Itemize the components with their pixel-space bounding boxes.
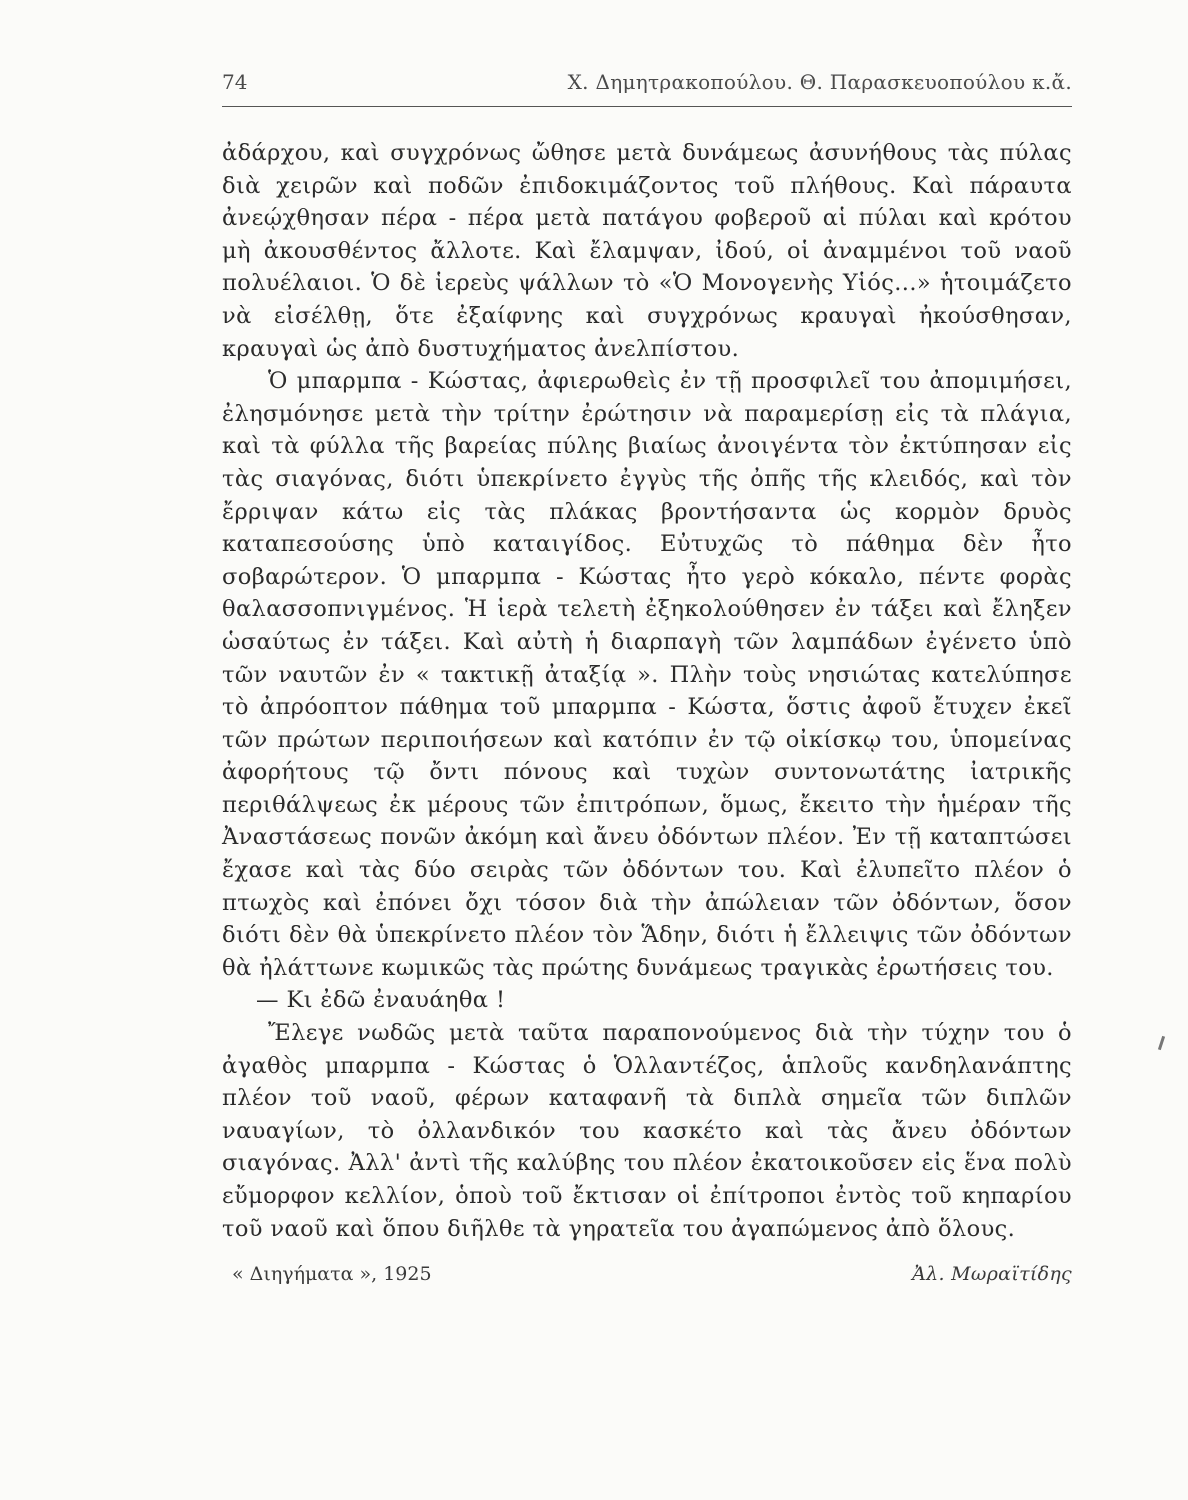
page-footer (222, 1263, 1072, 1285)
author-signature: Ἀλ. Μωραϊτίδης (912, 1263, 1072, 1286)
page-header (222, 70, 1072, 107)
source-citation: « Διηγήματα », 1925 (232, 1263, 432, 1286)
paragraph-continuation: ἀδάρχου, καὶ συγχρόνως ὤθησε μετὰ δυνάμεως ἀσυνήθους τὰς πύλας διὰ χειρῶν καὶ ποδῶν ἐπιδοκιμάζοντος τοῦ πλήθους. Καὶ πάραυτα ἀνεῴχθησαν πέρα - πέρα μετὰ πατάγου φοβεροῦ αἱ πύλαι καὶ κρότου μὴ ἀκουσθέντος ἄλλοτε. Καὶ ἔλαμψαν, ἰδού, οἱ ἀναμμένοι τοῦ ναοῦ πολυέλαιοι. Ὁ δὲ ἱερεὺς ψάλλων τὸ «Ὁ Μονογενὴς Υἱός...» ἡτοιμάζετο νὰ εἰσέλθῃ, ὅτε ἐξαίφνης καὶ συγχρόνως κραυγαὶ ἠκούσθησαν, κραυγαὶ ὡς ἀπὸ δυστυχήματος ἀνελπίστου. (222, 140, 1072, 362)
paragraph: Ἔλεγε νωδῶς μετὰ ταῦτα παραπονούμενος διὰ τὴν τύχην του ὁ ἀγαθὸς μπαρμπα - Κώστας ὁ Ὁλλαντέζος, ἁπλοῦς κανδηλανάπτης πλέον τοῦ ναοῦ, φέρων καταφανῆ τὰ διπλὰ σημεῖα τῶν διπλῶν ναυαγίων, τὸ ὀλλανδικόν του κασκέτο καὶ τὰς ἄνευ ὀδόντων σιαγόνας. Ἀλλ' ἀντὶ τῆς καλύβης του πλέον ἐκατοικοῦσεν εἰς ἕνα πολὺ εὔμορφον κελλίον, ὁποὺ τοῦ ἔκτισαν οἱ ἐπίτροποι ἐντὸς τοῦ κηπαρίου τοῦ ναοῦ καὶ ὅπου διῆλθε τὰ γηρατεῖα του ἀγαπώμενος ἀπὸ ὅλους. (222, 1020, 1072, 1242)
body-text (222, 137, 1072, 1245)
stray-ink-mark (1158, 1036, 1165, 1050)
book-page (222, 70, 1072, 1470)
page-number: 74 (222, 70, 248, 94)
paragraph: Ὁ μπαρμπα - Κώστας, ἀφιερωθεὶς ἐν τῇ προσφιλεῖ του ἀπομιμήσει, ἐλησμόνησε μετὰ τὴν τρίτην ἐρώτησιν νὰ παραμερίσῃ εἰς τὰ πλάγια, καὶ τὰ φύλλα τῆς βαρείας πύλης βιαίως ἀνοιγέντα τὸν ἐκτύπησαν εἰς τὰς σιαγόνας, διότι ὑπεκρίνετο ἐγγὺς τῆς ὀπῆς τῆς κλειδός, καὶ τὸν ἔρριψαν κάτω εἰς τὰς πλάκας βροντήσαντα ὡς κορμὸν δρυὸς καταπεσούσης ὑπὸ καταιγίδος. Εὐτυχῶς τὸ πάθημα δὲν ἦτο σοβαρώτερον. Ὁ μπαρμπα - Κώστας ἦτο γερὸ κόκαλο, πέντε φορὰς θαλασσοπνιγμένος. Ἡ ἱερὰ τελετὴ ἐξηκολούθησεν ἐν τάξει καὶ ἔληξεν ὡσαύτως ἐν τάξει. Καὶ αὐτὴ ἡ διαρπαγὴ τῶν λαμπάδων ἐγένετο ὑπὸ τῶν ναυτῶν ἐν « τακτικῇ ἀταξίᾳ ». Πλὴν τοὺς νησιώτας κατελύπησε τὸ ἀπρόοπτον πάθημα τοῦ μπαρμπα - Κώστα, ὅστις ἀφοῦ ἔτυχεν ἐκεῖ τῶν πρώτων περιποιήσεων καὶ κατόπιν ἐν τῷ οἰκίσκῳ του, ὑπομείνας ἀφορήτους τῷ ὄντι πόνους καὶ τυχὼν συντονωτάτης ἰατρικῆς περιθάλψεως ἐκ μέρους τῶν ἐπιτρόπων, ὅμως, ἔκειτο τὴν ἡμέραν τῆς Ἀναστάσεως πονῶν ἀκόμη καὶ ἄνευ ὀδόντων πλέον. Ἐν τῇ καταπτώσει ἔχασε καὶ τὰς δύο σειρὰς τῶν ὀδόντων του. Καὶ ἐλυπεῖτο πλέον ὁ πτωχὸς καὶ ἐπόνει ὄχι τόσον διὰ τὴν ἀπώλειαν τῶν ὀδόντων, ὅσον διότι δὲν θὰ ὑπεκρίνετο πλέον τὸν Ἅδην, διότι ἡ ἔλλειψις τῶν ὀδόντων θὰ ἠλάττωνε κωμικῶς τὰς πρώτης δυνάμεως τραγικὰς ἐρωτήσεις του. (222, 368, 1072, 981)
running-title: Χ. Δημητρακοπούλου. Θ. Παρασκευοπούλου κ.ἄ. (567, 70, 1072, 94)
dialogue-line: — Κι ἐδῶ ἐναυάηθα ! (256, 987, 506, 1014)
